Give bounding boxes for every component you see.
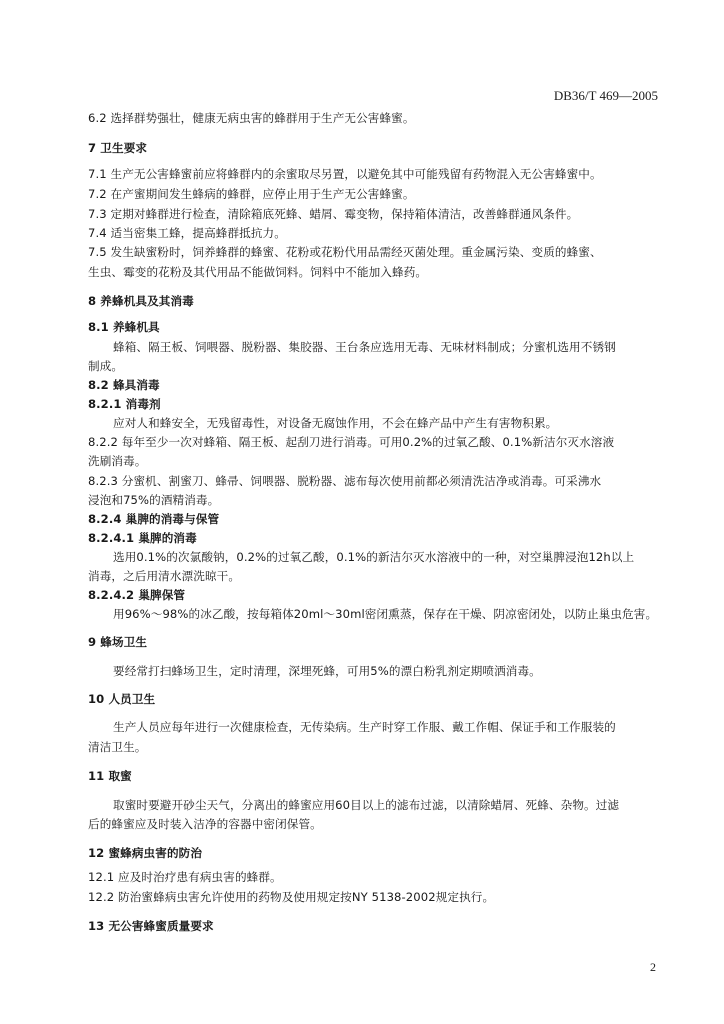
clause-8-1-heading: 8.1 养蜂机具 (88, 320, 160, 334)
clause-8-2-4-2-heading: 8.2.4.2 巢脾保管 (88, 588, 186, 602)
section-7-heading: 7 卫生要求 (88, 141, 148, 155)
clause-6-2: 6.2 选择群势强壮，健康无病虫害的蜂群用于生产无公害蜂蜜。 (88, 111, 415, 125)
clause-8-2-2-cont: 洗刷消毒。 (88, 454, 147, 468)
clause-8-2-3-cont: 浸泡和75%的酒精消毒。 (88, 493, 220, 507)
section-10-cont: 清洁卫生。 (88, 740, 147, 754)
section-8-heading: 8 养蜂机具及其消毒 (88, 294, 194, 308)
section-9-heading: 9 蜂场卫生 (88, 635, 148, 649)
clause-8-2-2: 8.2.2 每年至少一次对蜂箱、隔王板、起刮刀进行消毒。可用0.2%的过氧乙酸、0.1%新洁尔灭水溶液 (88, 435, 615, 449)
clause-8-2-3: 8.2.3 分蜜机、割蜜刀、蜂帚、饲喂器、脱粉器、滤布每次使用前都必须清洗洁净或消毒。可采沸水 (88, 474, 602, 488)
clause-8-2-4-2-text: 用96%～98%的冰乙酸，按每箱体20ml～30ml密闭熏蒸，保存在干燥、阴凉密闭处，以防止巢虫危害。 (113, 607, 658, 621)
section-11-text: 取蜜时要避开砂尘天气，分离出的蜂蜜应用60目以上的滤布过滤，以清除蜡屑、死蜂、杂物。过滤 (113, 798, 620, 812)
section-10-heading: 10 人员卫生 (88, 692, 156, 706)
clause-7-3: 7.3 定期对蜂群进行检查，清除箱底死蜂、蜡屑、霉变物，保持箱体清洁，改善蜂群通风条件。 (88, 207, 579, 221)
clause-7-2: 7.2 在产蜜期间发生蜂病的蜂群，应停止用于生产无公害蜂蜜。 (88, 187, 415, 201)
clause-8-2-4-1-text: 选用0.1%的次氯酸钠，0.2%的过氧乙酸，0.1%的新洁尔灭水溶液中的一种，对空巢脾浸泡12h以上 (113, 550, 635, 564)
clause-8-2-heading: 8.2 蜂具消毒 (88, 378, 160, 392)
clause-8-2-1-text: 应对人和蜂安全，无残留毒性，对设备无腐蚀作用，不会在蜂产品中产生有害物积累。 (113, 416, 558, 430)
clause-12-2: 12.2 防治蜜蜂病虫害允许使用的药物及使用规定按NY 5138-2002规定执行。 (88, 890, 495, 904)
section-11-heading: 11 取蜜 (88, 769, 132, 783)
clause-8-1-text: 蜂箱、隔王板、饲喂器、脱粉器、集胶器、王台条应选用无毒、无味材料制成；分蜜机选用不锈钢 (113, 340, 616, 354)
document-code: DB36/T 469—2005 (553, 88, 658, 103)
clause-8-2-4-1-cont: 消毒，之后用清水漂洗晾干。 (88, 569, 241, 583)
clause-12-1: 12.1 应及时治疗患有病虫害的蜂群。 (88, 870, 282, 884)
section-13-heading: 13 无公害蜂蜜质量要求 (88, 919, 214, 933)
section-11-cont: 后的蜂蜜应及时装入洁净的容器中密闭保管。 (88, 817, 322, 831)
clause-7-1: 7.1 生产无公害蜂蜜前应将蜂群内的余蜜取尽另置，以避免其中可能残留有药物混入无公害蜂蜜中。 (88, 167, 602, 181)
clause-8-2-4-heading: 8.2.4 巢脾的消毒与保管 (88, 512, 220, 526)
section-12-heading: 12 蜜蜂病虫害的防治 (88, 846, 203, 860)
section-10-text: 生产人员应每年进行一次健康检查，无传染病。生产时穿工作服、戴工作帽、保证手和工作服装的 (113, 720, 616, 734)
clause-8-2-1-heading: 8.2.1 消毒剂 (88, 397, 161, 411)
page-number: 2 (650, 960, 656, 974)
section-9-text: 要经常打扫蜂场卫生，定时清理，深埋死蜂，可用5%的漂白粉乳剂定期喷洒消毒。 (113, 664, 541, 678)
clause-8-1-cont: 制成。 (88, 359, 124, 373)
clause-7-5: 7.5 发生缺蜜粉时，饲养蜂群的蜂蜜、花粉或花粉代用品需经灭菌处理。重金属污染、变质的蜂蜜、 (88, 245, 602, 259)
clause-7-4: 7.4 适当密集工蜂，提高蜂群抵抗力。 (88, 226, 286, 240)
clause-8-2-4-1-heading: 8.2.4.1 巢脾的消毒 (88, 531, 197, 545)
clause-7-5-cont: 生虫、霉变的花粉及其代用品不能做饲料。饲料中不能加入蜂药。 (88, 265, 428, 279)
